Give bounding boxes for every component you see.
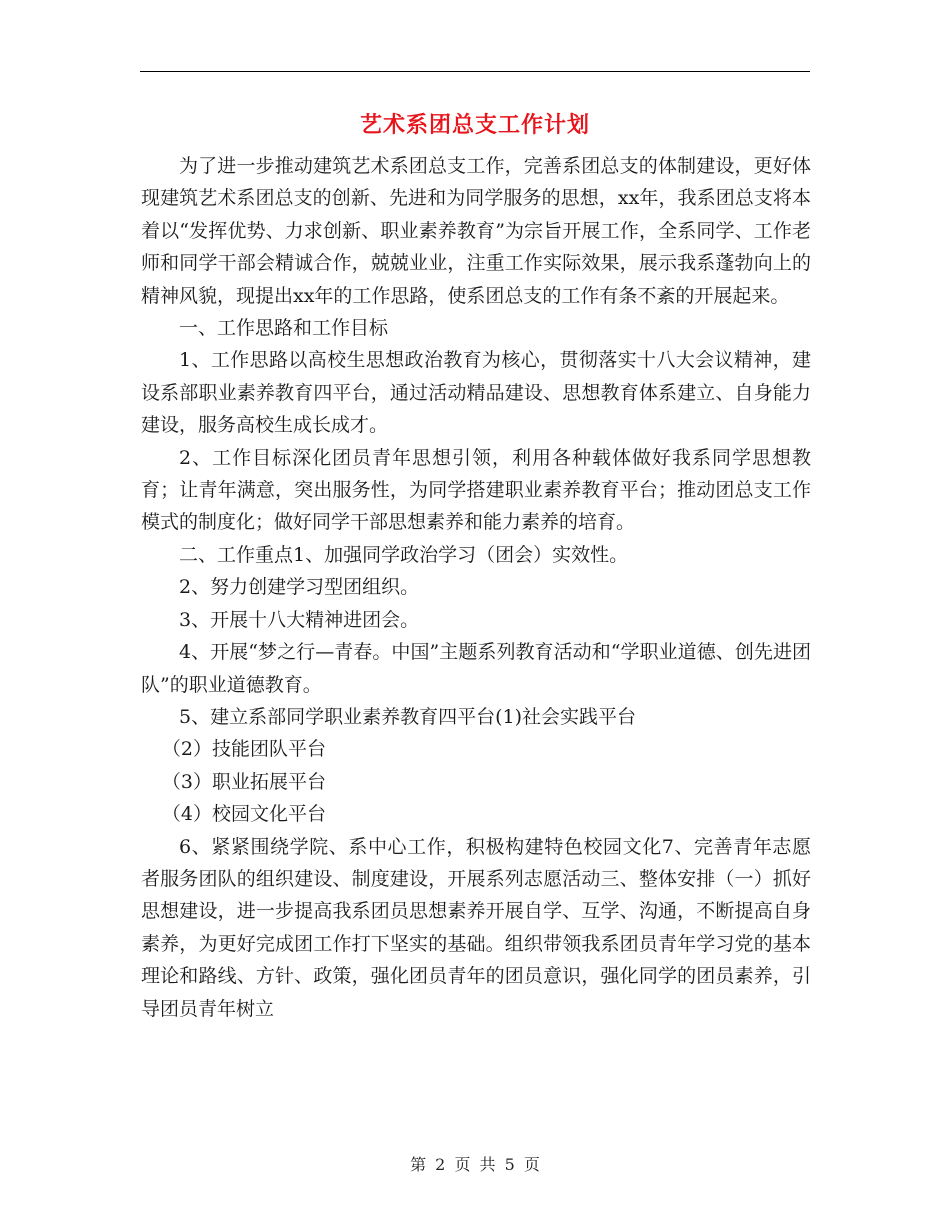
page-footer: 第 2 页 共 5 页 bbox=[410, 1155, 540, 1174]
paragraph-intro: 为了进一步推动建筑艺术系团总支工作，完善系团总支的体制建设，更好体现建筑艺术系团总支的创新、先进和为同学服务的思想，xx年，我系团总支将本着以“发挥优势、力求创新、职业素养教育”为宗旨开展工作，全系同学、工作老师和同学干部会精诚合作，兢兢业业，注重工作实际效果，展示我系蓬勃向上的精神风貌，现提出xx年的工作思路，使系团总支的工作有条不紊的开展起来。 bbox=[141, 155, 811, 307]
document-body bbox=[141, 150, 811, 1025]
list-item: 2、努力创建学习型团组织。 bbox=[179, 576, 420, 599]
paragraph-item: 6、紧紧围绕学院、系中心工作，积极构建特色校园文化7、完善青年志愿者服务团队的组织建设、制度建设，开展系列志愿活动三、整体安排（一）抓好思想建设，进一步提高我系团员思想素养开展自学、互学、沟通，不断提高自身素养，为更好完成团工作打下坚实的基础。组织带领我系团员青年学习党的基本理论和路线、方针、政策，强化团员青年的团员意识，强化同学的团员素养，引导团员青年树立 bbox=[141, 835, 811, 1020]
header-rule bbox=[140, 71, 810, 72]
sub-list-item: （4）校园文化平台 bbox=[161, 803, 326, 826]
paragraph-item: 2、工作目标深化团员青年思想引领，利用各种载体做好我系同学思想教育；让青年满意，突出服务性，为同学搭建职业素养教育平台；推动团总支工作模式的制度化；做好同学干部思想素养和能力素养的培育。 bbox=[141, 446, 811, 534]
list-item: 4、开展“梦之行—青春。中国”主题系列教育活动和“学职业道德、创先进团队”的职业道德教育。 bbox=[141, 641, 811, 696]
document-title: 艺术系团总支工作计划 bbox=[359, 112, 590, 138]
list-item: 5、建立系部同学职业素养教育四平台(1)社会实践平台 bbox=[179, 705, 637, 728]
section-heading-1: 一、工作思路和工作目标 bbox=[179, 317, 389, 340]
sub-list-item: （2）技能团队平台 bbox=[161, 738, 326, 761]
sub-list-item: （3）职业拓展平台 bbox=[161, 770, 326, 793]
list-item: 3、开展十八大精神进团会。 bbox=[179, 608, 420, 631]
section-heading-2: 二、工作重点1、加强同学政治学习（团会）实效性。 bbox=[179, 543, 629, 566]
paragraph-item: 1、工作思路以高校生思想政治教育为核心，贯彻落实十八大会议精神，建设系部职业素养教育四平台，通过活动精品建设、思想教育体系建立、自身能力建设，服务高校生成长成才。 bbox=[141, 349, 811, 437]
